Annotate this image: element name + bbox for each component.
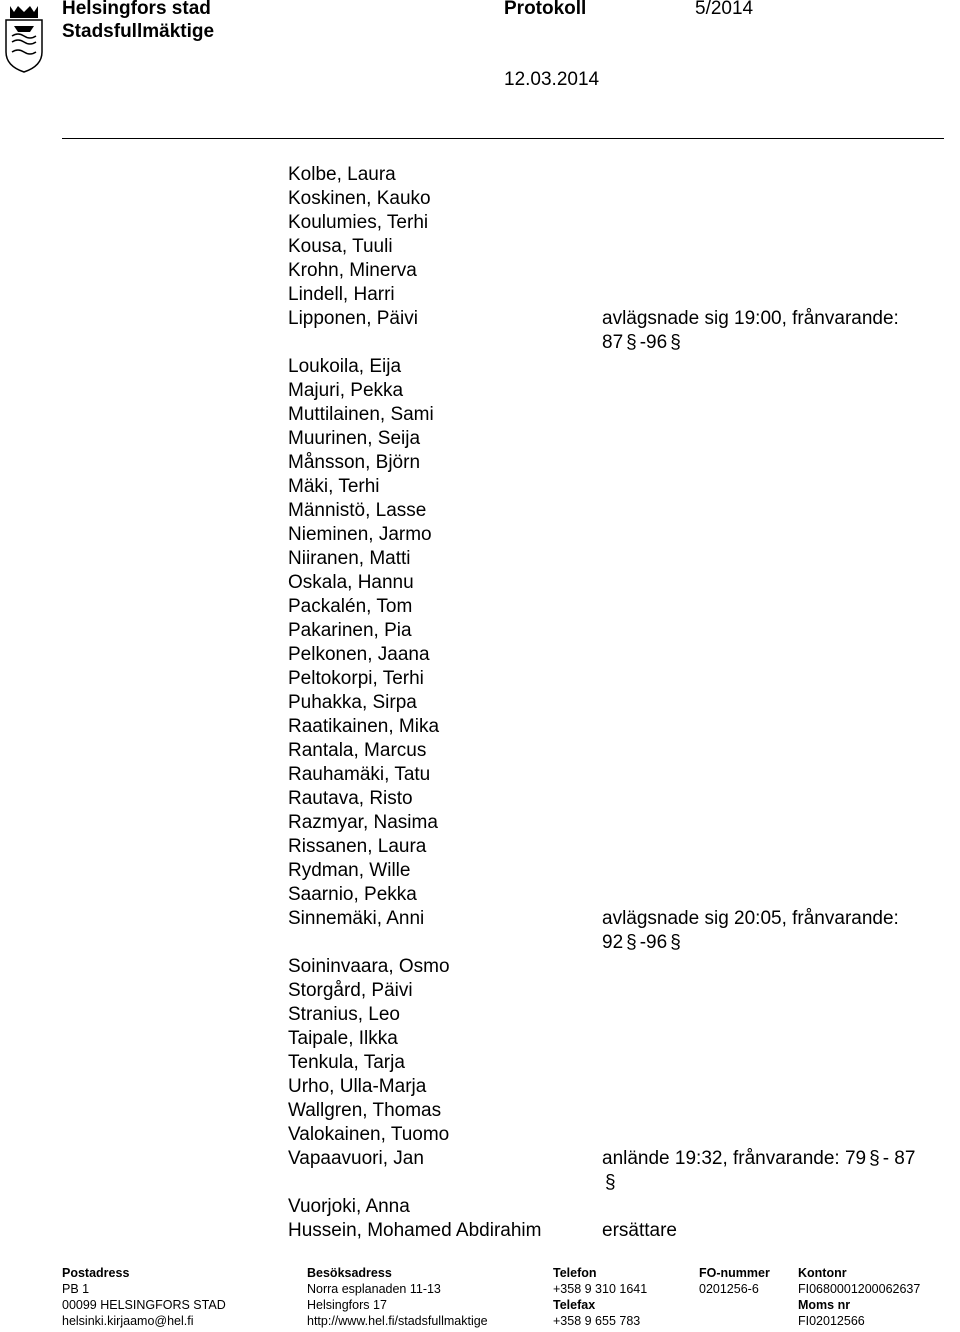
footer-phone [553,1265,647,1329]
member-name: Hussein, Mohamed Abdirahim [288,1220,542,1241]
footer-account-label: Kontonr [798,1266,847,1280]
member-name: Niiranen, Matti [288,548,411,569]
member-row [288,211,928,235]
member-row [288,883,928,907]
member-note [602,307,924,355]
member-name: Storgård, Päivi [288,980,413,1001]
member-note [602,883,924,907]
member-note [602,619,924,643]
member-row [288,475,928,499]
note-text: avlägsnade sig 20:05, frånvarande: 92 [602,908,899,953]
member-row [288,1195,928,1219]
footer-fax-value: +358 9 655 783 [553,1314,641,1328]
member-row [288,667,928,691]
member-note: ersättare [602,1220,677,1241]
member-note [602,955,924,979]
member-name: Valokainen, Tuomo [288,1124,450,1145]
section-sign: § [670,332,681,353]
member-note [602,667,924,691]
member-name: Lindell, Harri [288,284,395,305]
member-name: Packalén, Tom [288,596,413,617]
member-row [288,523,928,547]
member-note [602,1147,924,1195]
member-name: Stranius, Leo [288,1004,400,1025]
member-row [288,163,928,187]
member-row [288,379,928,403]
member-note [602,571,924,595]
member-row [288,187,928,211]
meeting-date: 12.03.2014 [504,69,600,90]
note-text: avlägsnade sig 19:00, frånvarande: 87 [602,308,899,353]
footer-vat-label: Moms nr [798,1298,851,1312]
member-name: Krohn, Minerva [288,260,417,281]
member-note [602,451,924,475]
member-note [602,739,924,763]
member-note [602,283,924,307]
member-name: Muttilainen, Sami [288,404,434,425]
attendance-list [288,163,928,1243]
council-name: Stadsfullmäktige [62,21,215,42]
member-row [288,403,928,427]
member-name: Rautava, Risto [288,788,413,809]
organization-name: Helsingfors stad [62,0,211,19]
member-note [602,979,924,1003]
member-name: Månsson, Björn [288,452,421,473]
member-name: Peltokorpi, Terhi [288,668,424,689]
member-note [602,691,924,715]
section-sign: § [869,1148,880,1169]
member-name: Vapaavuori, Jan [288,1148,424,1169]
member-row [288,643,928,667]
member-row [288,427,928,451]
member-row [288,811,928,835]
member-name: Vuorjoki, Anna [288,1196,410,1217]
section-sign: § [670,932,681,953]
member-name: Nieminen, Jarmo [288,524,432,545]
member-name: Loukoila, Eija [288,356,402,377]
member-name: Razmyar, Nasima [288,812,438,833]
member-name: Majuri, Pekka [288,380,404,401]
footer-phone-value: +358 9 310 1641 [553,1282,648,1296]
member-note [602,835,924,859]
footer-phone-label: Telefon [553,1266,597,1280]
document-type: Protokoll [504,0,587,19]
note-text: - [639,332,647,353]
member-note [602,547,924,571]
member-row [288,547,928,571]
member-name: Pelkonen, Jaana [288,644,430,665]
member-name: Rissanen, Laura [288,836,427,857]
footer-fax-label: Telefax [553,1298,596,1312]
member-note [602,1195,924,1219]
member-row [288,691,928,715]
member-row [288,1147,928,1195]
member-note [602,523,924,547]
member-name: Urho, Ulla-Marja [288,1076,427,1097]
member-name: Soininvaara, Osmo [288,956,450,977]
member-row [288,1075,928,1099]
member-row [288,1099,928,1123]
member-row [288,619,928,643]
member-row [288,571,928,595]
member-row [288,715,928,739]
member-row [288,235,928,259]
footer-postal-line: PB 1 [62,1282,90,1296]
footer-business-id [699,1265,770,1297]
section-sign: § [626,932,637,953]
member-note [602,235,924,259]
member-name: Taipale, Ilkka [288,1028,398,1049]
member-row [288,859,928,883]
member-row [288,1219,928,1243]
footer-vat-value: FI02012566 [798,1314,865,1328]
member-name: Sinnemäki, Anni [288,908,425,929]
member-row [288,307,928,355]
member-row [288,979,928,1003]
member-name: Mäki, Terhi [288,476,380,497]
member-note [602,427,924,451]
member-row [288,595,928,619]
member-name: Kousa, Tuuli [288,236,393,257]
member-note [602,787,924,811]
member-note [602,187,924,211]
member-name: Kolbe, Laura [288,164,396,185]
member-name: Rauhamäki, Tatu [288,764,431,785]
member-name: Pakarinen, Pia [288,620,412,641]
member-note [602,1027,924,1051]
footer-visiting-line: Norra esplanaden 11-13 [307,1282,441,1296]
member-note [602,1099,924,1123]
member-row [288,499,928,523]
member-note [602,379,924,403]
member-name: Raatikainen, Mika [288,716,440,737]
member-row [288,259,928,283]
member-name: Koulumies, Terhi [288,212,429,233]
section-sign: § [605,1172,616,1193]
member-note [602,763,924,787]
note-text: - 87 [882,1148,916,1169]
header-divider [62,138,944,139]
member-note [602,163,924,187]
footer-postal [62,1265,226,1329]
footer-account-value: FI0680001200062637 [798,1282,921,1296]
member-note [602,355,924,379]
member-row [288,835,928,859]
protocol-number: 5/2014 [695,0,754,19]
member-name: Tenkula, Tarja [288,1052,405,1073]
note-text: - [639,932,647,953]
member-name: Rydman, Wille [288,860,411,881]
footer-website: http://www.hel.fi/stadsfullmaktige [307,1314,488,1328]
member-note [602,1075,924,1099]
note-text: anlände 19:32, frånvarande: 79 [602,1148,867,1169]
member-name: Männistö, Lasse [288,500,427,521]
member-row [288,1051,928,1075]
member-name: Muurinen, Seija [288,428,421,449]
member-row [288,763,928,787]
member-name: Saarnio, Pekka [288,884,417,905]
section-sign: § [626,332,637,353]
note-text: 96 [646,932,668,953]
note-text: 96 [646,332,668,353]
member-row [288,355,928,379]
member-note [602,499,924,523]
member-name: Oskala, Hannu [288,572,414,593]
member-row [288,283,928,307]
footer-postal-line: 00099 HELSINGFORS STAD [62,1298,226,1312]
member-row [288,1003,928,1027]
member-name: Puhakka, Sirpa [288,692,417,713]
member-name: Lipponen, Päivi [288,308,418,329]
member-name: Rantala, Marcus [288,740,427,761]
member-note [602,907,924,955]
footer-email: helsinki.kirjaamo@hel.fi [62,1314,194,1328]
member-row [288,739,928,763]
member-note [602,811,924,835]
member-note [602,595,924,619]
member-name: Koskinen, Kauko [288,188,431,209]
member-note [602,1003,924,1027]
member-note [602,715,924,739]
member-row [288,1123,928,1147]
member-note [602,259,924,283]
footer-visiting-line: Helsingfors 17 [307,1298,387,1312]
footer-postal-label: Postadress [62,1266,130,1280]
footer-account [798,1265,920,1329]
member-row [288,907,928,955]
member-note [602,403,924,427]
helsinki-crest-logo [2,2,46,74]
member-row [288,451,928,475]
member-note [602,1051,924,1075]
member-note [602,211,924,235]
member-note [602,859,924,883]
footer-visiting [307,1265,488,1329]
member-row [288,787,928,811]
member-note [602,475,924,499]
member-note [602,643,924,667]
member-name: Wallgren, Thomas [288,1100,442,1121]
member-row [288,955,928,979]
footer-business-id-value: 0201256-6 [699,1282,759,1296]
footer-visiting-label: Besöksadress [307,1266,392,1280]
member-row [288,1027,928,1051]
footer-business-id-label: FO-nummer [699,1266,770,1280]
member-note [602,1123,924,1147]
